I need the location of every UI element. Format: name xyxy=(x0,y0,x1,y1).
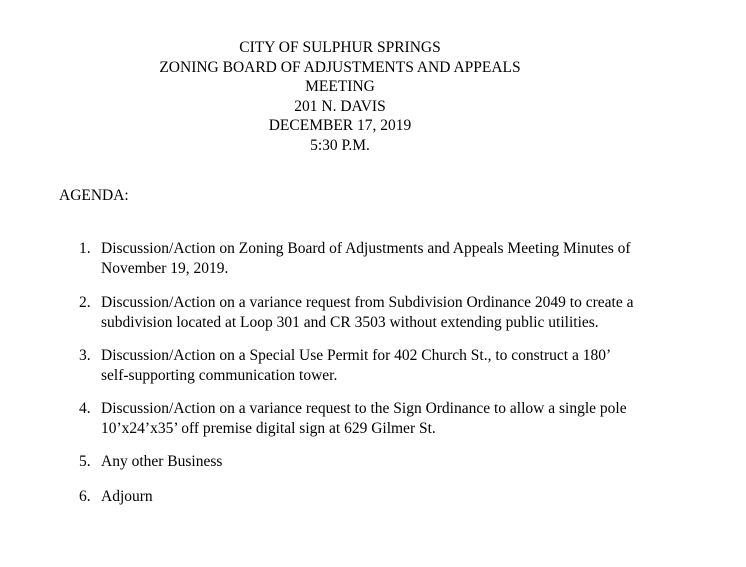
agenda-item-number: 3. xyxy=(79,347,91,364)
header-address: 201 N. DAVIS xyxy=(294,97,386,115)
header-board: ZONING BOARD OF ADJUSTMENTS AND APPEALS xyxy=(159,58,521,76)
agenda-item-text xyxy=(101,346,741,385)
agenda-item-line: Discussion/Action on a variance request to the Sign Ordinance to allow a single pole xyxy=(101,400,627,417)
agenda-item-line: Any other Business xyxy=(101,453,223,470)
agenda-item-line: Discussion/Action on a variance request from Subdivision Ordinance 2049 to create a xyxy=(101,294,634,311)
agenda-item-number: 5. xyxy=(79,453,91,470)
agenda-item-text xyxy=(101,239,741,278)
agenda-item-number: 1. xyxy=(79,240,91,257)
agenda-heading: AGENDA: xyxy=(59,187,129,204)
agenda-item-line: 10’x24’x35’ off premise digital sign at 629 Gilmer St. xyxy=(101,419,436,437)
agenda-item-text xyxy=(101,452,741,472)
header-meeting: MEETING xyxy=(305,78,375,95)
agenda-item-line: Discussion/Action on a Special Use Permit for 402 Church St., to construct a 180’ xyxy=(101,347,612,364)
agenda-item-text xyxy=(101,293,741,332)
agenda-item-line: November 19, 2019. xyxy=(101,259,229,277)
agenda-item-line: Discussion/Action on Zoning Board of Adjustments and Appeals Meeting Minutes of xyxy=(101,240,631,257)
agenda-item-text xyxy=(101,399,741,438)
header-city: CITY OF SULPHUR SPRINGS xyxy=(239,39,441,56)
header-date: DECEMBER 17, 2019 xyxy=(268,117,412,134)
agenda-item-line: subdivision located at Loop 301 and CR 3503 without extending public utilities. xyxy=(101,313,599,331)
agenda-item-number: 4. xyxy=(79,400,91,417)
document-header xyxy=(0,38,680,155)
agenda-item-number: 6. xyxy=(79,488,91,505)
agenda-item-number: 2. xyxy=(79,294,91,311)
agenda-item-line: self-supporting communication tower. xyxy=(101,366,338,384)
header-time: 5:30 P.M. xyxy=(310,136,370,154)
agenda-item-line: Adjourn xyxy=(101,488,153,505)
agenda-item-text xyxy=(101,487,741,507)
